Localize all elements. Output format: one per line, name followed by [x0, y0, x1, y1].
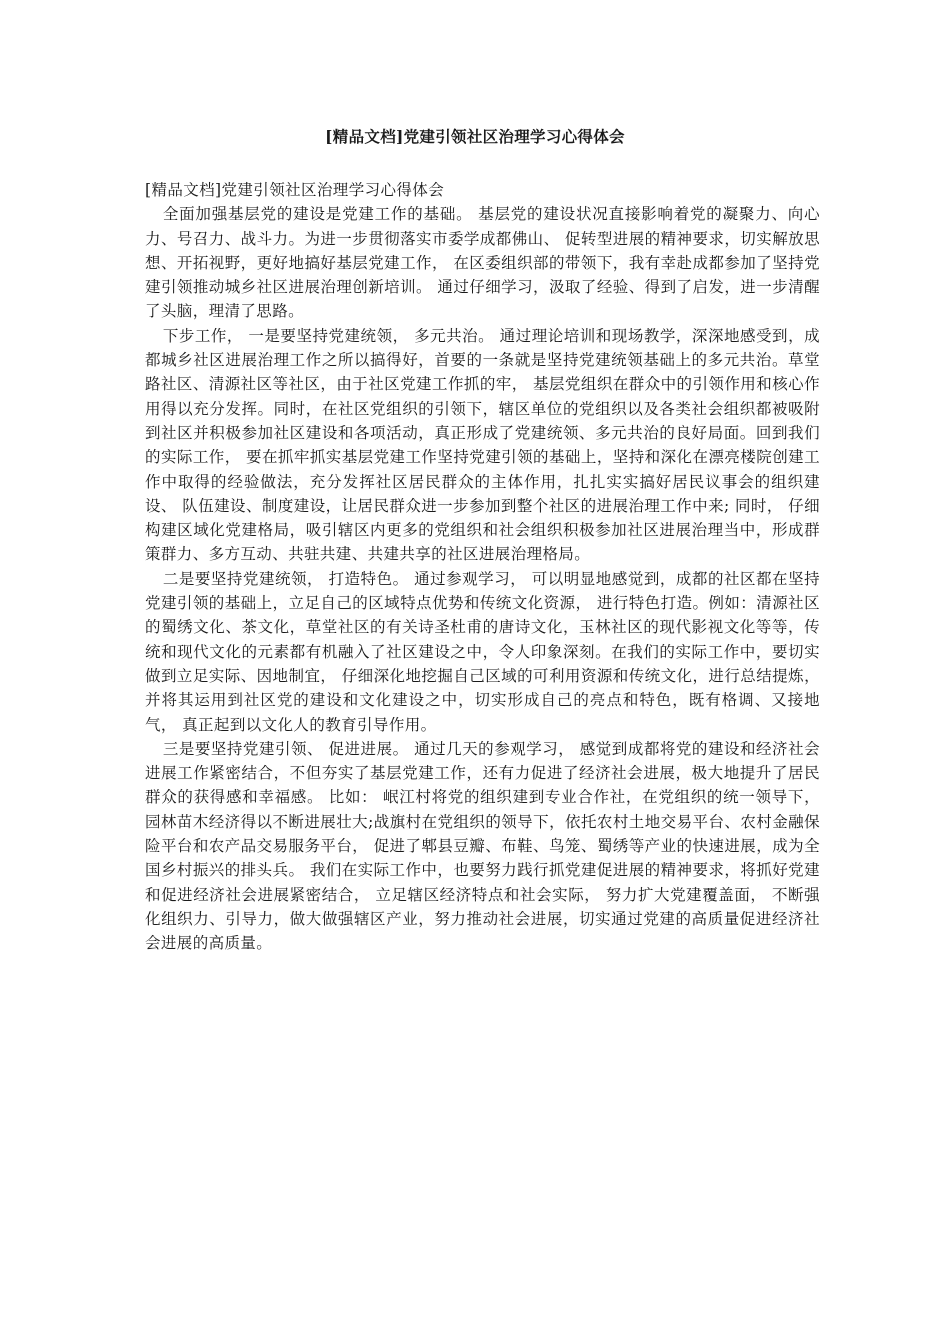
document-body — [145, 178, 820, 956]
document-subtitle: [精品文档]党建引领社区治理学习心得体会 — [145, 181, 445, 199]
paragraph-point-two: 二是要坚持党建统领， 打造特色。 通过参观学习， 可以明显地感觉到，成都的社区都在坚持党建引领的基础上，立足自己的区域特点优势和传统文化资源， 进行特色打造。例如：清源社区的蜀绣文化、茶文化，草堂社区的有关诗圣杜甫的唐诗文化，玉林社区的现代影视文化等等，传统和现代文化的元素都有机融入了社区建设之中，令人印象深刻。在我们的实际工作中，要切实做到立足实际、因地制宜， 仔细深化地挖掘自己区域的可利用资源和传统文化，进行总结提炼，并将其运用到社区党的建设和文化建设之中，切实形成自己的亮点和特色，既有格调、又接地气， 真正起到以文化人的教育引导作用。 — [145, 569, 820, 734]
document-title: [精品文档]党建引领社区治理学习心得体会 — [325, 127, 625, 146]
paragraph-intro: 全面加强基层党的建设是党建工作的基础。 基层党的建设状况直接影响着党的凝聚力、向心力、号召力、战斗力。为进一步贯彻落实市委学成都佛山、 促转型进展的精神要求，切实解放思想、开拓视野，更好地搞好基层党建工作， 在区委组织部的带领下，我有幸赴成都参加了坚持党建引领推动城乡社区进展治理创新培训。 通过仔细学习，汲取了经验、得到了启发，进一步清醒了头脑，理清了思路。 — [145, 205, 820, 321]
paragraph-point-one: 下步工作， 一是要坚持党建统领， 多元共治。 通过理论培训和现场教学，深深地感受到，成都城乡社区进展治理工作之所以搞得好，首要的一条就是坚持党建统领基础上的多元共治。草堂路社区、清源社区等社区，由于社区党建工作抓的牢， 基层党组织在群众中的引领作用和核心作用得以充分发挥。同时，在社区党组织的引领下，辖区单位的党组织以及各类社会组织都被吸附到社区并积极参加社区建设和各项活动，真正形成了党建统领、多元共治的良好局面。回到我们的实际工作， 要在抓牢抓实基层党建工作坚持党建引领的基础上，坚持和深化在漂亮楼院创建工作中取得的经验做法，充分发挥社区居民群众的主体作用，扎扎实实搞好居民议事会的组织建设、 队伍建设、制度建设，让居民群众进一步参加到整个社区的进展治理工作中来; 同时， 仔细构建区域化党建格局，吸引辖区内更多的党组织和社会组织积极参加社区进展治理当中，形成群策群力、多方互动、共驻共建、共建共享的社区进展治理格局。 — [145, 326, 820, 564]
paragraph-point-three: 三是要坚持党建引领、 促进进展。 通过几天的参观学习， 感觉到成都将党的建设和经济社会进展工作紧密结合，不但夯实了基层党建工作，还有力促进了经济社会进展，极大地提升了居民群众的获得感和幸福感。 比如： 岷江村将党的组织建到专业合作社，在党组织的统一领导下，园林苗木经济得以不断进展壮大;战旗村在党组织的领导下，依托农村土地交易平台、农村金融保险平台和农产品交易服务平台， 促进了郫县豆瓣、布鞋、鸟笼、蜀绣等产业的快速进展，成为全国乡村振兴的排头兵。 我们在实际工作中，也要努力践行抓党建促进展的精神要求，将抓好党建和促进经济社会进展紧密结合， 立足辖区经济特点和社会实际， 努力扩大党建覆盖面， 不断强化组织力、引导力，做大做强辖区产业，努力推动社会进展，切实通过党建的高质量促进经济社会进展的高质量。 — [145, 739, 820, 953]
